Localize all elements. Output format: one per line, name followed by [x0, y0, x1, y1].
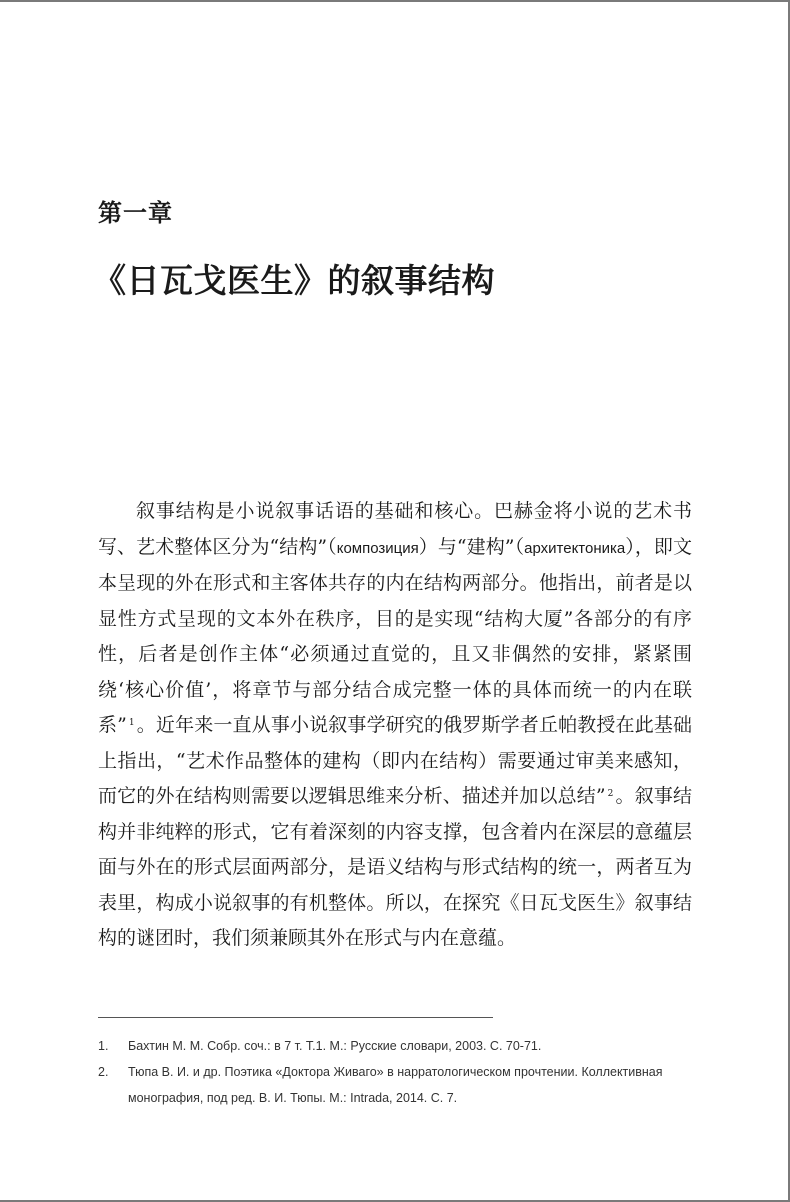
chapter-label: 第一章 — [98, 198, 173, 227]
text-segment-1: 叙事结构是小说叙事话语的基础和核心。巴赫金将小说的艺术书写、艺术整体区分为“结构”（ — [98, 500, 692, 558]
footnote-item — [98, 1059, 692, 1111]
footnote-number: 2. — [98, 1065, 109, 1079]
page-edge-top — [0, 0, 790, 2]
russian-term-arkhitektonika: архитектоника — [524, 539, 626, 557]
footnote-text: Тюпа В. И. и др. Поэтика «Доктора Живаго» в нарратологическом прочтении. Коллективная монография, под ред. В. И. Тюпы. М.: Intrada, 2014. С. 7. — [128, 1065, 663, 1105]
russian-term-kompozitsiya: композиция — [336, 539, 419, 557]
text-segment-3: ），即文本呈现的外在形式和主客体共存的内在结构两部分。他指出，前者是以显性方式呈现的文本外在秩序，目的是实现“结构大厦”各部分的有序性，后者是创作主体“必须通过直觉的，且又非偶然的安排，紧紧围绕‘核心价值’，将章节与部分结合成完整一体的具体而统一的内在联系” — [98, 535, 692, 736]
footnote-text: Бахтин М. М. Собр. соч.: в 7 т. Т.1. М.: Русские словари, 2003. С. 70-71. — [128, 1039, 542, 1053]
footnote-ref-1[interactable]: 1 — [128, 718, 135, 728]
body-text — [98, 494, 692, 957]
text-segment-5: 。叙事结构并非纯粹的形式，它有着深刻的内容支撑，包含着内在深层的意蕴层面与外在的形式层面两部分，是语义结构与形式结构的统一，两者互为表里，构成小说叙事的有机整体。所以，在探究《日瓦戈医生》叙事结构的谜团时，我们须兼顾其外在形式与内在意蕴。 — [98, 785, 692, 949]
footnote-ref-2[interactable]: 2 — [607, 789, 614, 799]
footnote-item — [98, 1033, 692, 1059]
footnotes — [98, 1033, 692, 1111]
body-paragraph — [98, 494, 692, 957]
text-segment-4: 。近年来一直从事小说叙事学研究的俄罗斯学者丘帕教授在此基础上指出，“艺术作品整体的建构（即内在结构）需要通过审美来感知，而它的外在结构则需要以逻辑思维来分析、描述并加以总结” — [98, 714, 692, 807]
footnote-number: 1. — [98, 1039, 109, 1053]
chapter-title: 《日瓦戈医生》的叙事结构 — [93, 261, 495, 300]
text-segment-2: ）与“建构”（ — [418, 535, 525, 558]
footnote-divider — [98, 1017, 493, 1018]
